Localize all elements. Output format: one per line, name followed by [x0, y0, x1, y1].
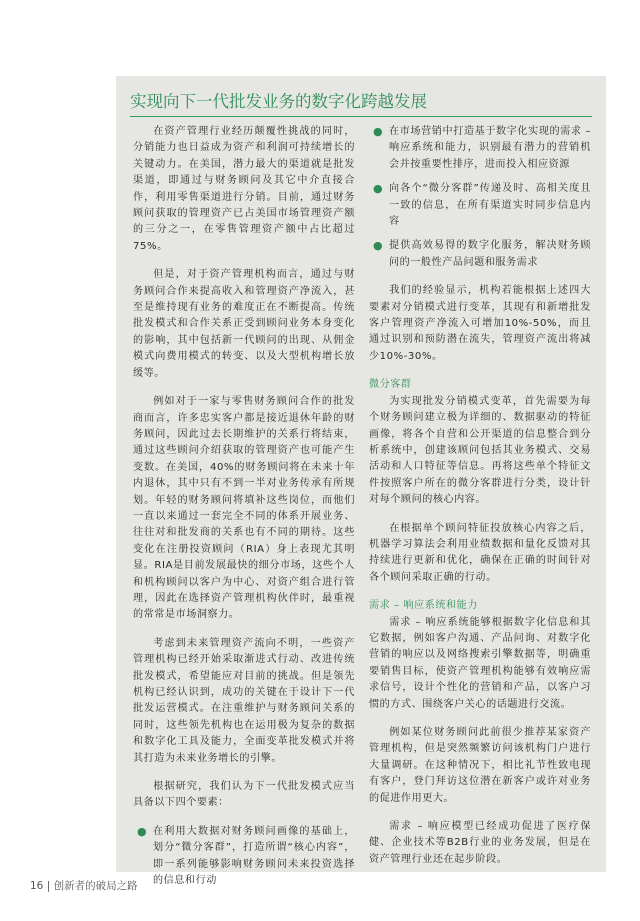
demand-response-paragraph-3: 需求 – 响应模型已经成功促进了医疗保健、企业技术等B2B行业的业务发展，但是在资产管理行业还在起步阶段。 [369, 821, 591, 865]
page-footer [30, 878, 138, 893]
bullet-dot-icon: ● [373, 182, 384, 196]
bullet-item [369, 181, 591, 230]
left-paragraph-1: 在资产管理行业经历颠覆性挑战的同时，分销能力也日益成为资产和利润可持续增长的关键动力。在美国，潜力最大的渠道就是批发渠道，即通过与财务顾问及其它中介直接合作，利用零售渠道进行分销。目前，通过财务顾问获取的管理资产已占美国市场管理资产额的三分之一，在零售管理资产额中占比超过75%。 [133, 126, 355, 252]
bullet-dot-icon: ● [137, 824, 148, 838]
right-column [369, 124, 591, 880]
bullet-text: 在市场营销中打造基于数字化实现的需求 – 响应系统和能力，识别最有潜力的营销机会并按重要性排序，进而投入相应资源 [389, 126, 591, 170]
left-paragraph-4: 考虑到未来管理资产流向不明，一些资产管理机构已经开始采取渐进式行动、改进传统批发模式，希望能应对目前的挑战。但是领先机构已经认识到，成功的关键在于设计下一代批发运营模式。在注重维护与财务顾问关系的同时，这些领先机构也在运用极为复杂的数据和数字化工具及能力，全面变革批发模式并将其打造为未来业务增长的引擎。 [133, 637, 355, 764]
bullet-dot-icon: ● [373, 239, 384, 253]
demand-response-paragraph-1: 需求 – 响应系统能够根据数字化信息和其它数据，例如客户沟通、产品问询、对数字化营销的响应以及网络搜索引擎数据等，明确重要销售目标，使资产管理机构能够有效响应需求信号，设计个性化的营销和产品，以客户习惯的方式、围绕客户关心的话题进行交流。 [369, 616, 591, 710]
micro-segments-paragraph-1: 为实现批发分销模式变革，首先需要为每个财务顾问建立极为详细的、数据驱动的特征画像，将各个自营和公开渠道的信息整合到分析系统中，创建该顾问包括其业务模式、交易活动和人口特征等信息。再将这些单个特征文件按照客户所在的微分客群进行分类，设计针对每个顾问的核心内容。 [369, 395, 591, 506]
subsection-heading-micro-segments: 微分客群 [369, 379, 412, 391]
bullet-item [369, 124, 591, 173]
page-number: 16 [30, 880, 44, 892]
bullet-item [133, 824, 355, 890]
demand-response-paragraph-2: 例如某位财务顾问此前很少推荐某家资产管理机构，但是突然频繁访问该机构门户进行大量调研。在这种情况下，相比礼节性致电现有客户，登门拜访这位潜在新客户或许对业务的促进作用更大。 [369, 727, 591, 804]
publication-title: 创新者的破局之路 [53, 880, 138, 892]
bullet-item [369, 238, 591, 271]
footer-separator: | [46, 880, 51, 892]
micro-segments-paragraph-2: 在根据单个顾问特征投放核心内容之后，机器学习算法会利用业绩数据和量化反馈对其持续进行更新和优化，确保在正确的时间针对各个顾问采取正确的行动。 [369, 522, 591, 583]
left-paragraph-2: 但是，对于资产管理机构而言，通过与财务顾问合作来提高收入和管理资产净流入，甚至是维持现有业务的难度正在不断提高。传统批发模式和合作关系正受到顾问业务本身变化的影响，其中包括新一代顾问的出现、从佣金模式向费用模式的转变、以及大型机构增长放缓等。 [133, 269, 355, 379]
bullet-dot-icon: ● [373, 125, 384, 138]
title-divider [130, 116, 592, 117]
left-paragraph-5: 根据研究，我们认为下一代批发模式应当具备以下四个要素： [133, 781, 355, 809]
bullet-text: 向各个“微分客群”传递及时、高相关度且一致的信息，在所有渠道实时同步信息内容 [389, 183, 591, 228]
left-column [133, 124, 355, 897]
right-intro-paragraph: 我们的经验显示，机构若能根据上述四大要素对分销模式进行变革，其现有和新增批发客户管理资产净流入可增加10%-50%，而且通过识别和预防潜在流失，管理资产流出将减少10%-30%。 [369, 285, 591, 362]
bullet-text: 提供高效易得的数字化服务，解决财务顾问的一般性产品问题和服务需求 [389, 240, 591, 268]
left-paragraph-3: 例如对于一家与零售财务顾问合作的批发商而言，许多忠实客户都是接近退休年龄的财务顾问，因此过去长期维护的关系行将结束，通过这些顾问介绍获取的管理资产也可能产生变数。在美国，40%的财务顾问将在未来十年内退休，其中只有不到一半对业务传承有所规划。年轻的财务顾问将填补这些岗位，而他们一直以来通过一套完全不同的体系开展业务、往往对和批发商的关系也有不同的期待。这些变化在注册投资顾问（RIA）身上表现尤其明显。RIA是目前发展最快的细分市场，这些个人和机构顾问以客户为中心、对资产组合进行管理，因此在选择资产管理机构伙伴时，最重视的常常是市场洞察力。 [133, 396, 355, 621]
bullet-text: 在利用大数据对财务顾问画像的基础上，划分“微分客群”，打造所谓“核心内容”，即一系列能够影响财务顾问未来投资选择的信息和行动 [153, 825, 355, 887]
section-title: 实现向下一代批发业务的数字化跨越发展 [130, 92, 427, 111]
subsection-heading-demand-response: 需求 – 响应系统和能力 [369, 600, 478, 612]
